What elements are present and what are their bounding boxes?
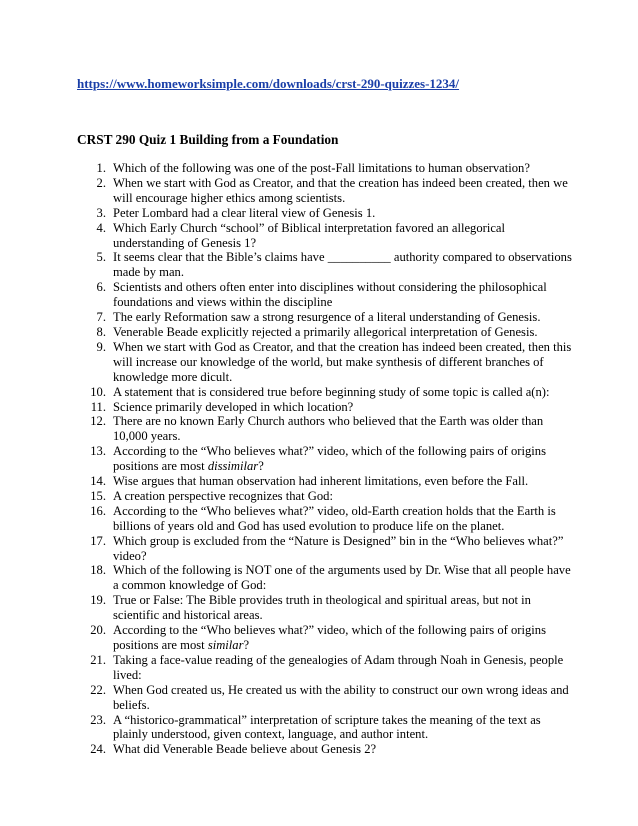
question-number: 19. [90, 593, 106, 608]
question-number: 8. [96, 324, 106, 339]
question-text [113, 280, 574, 310]
text-segment: Which of the following was one of the post-Fall limitations to human observation? [113, 161, 530, 175]
question-item [84, 653, 574, 683]
question-text [113, 400, 574, 415]
question-text [113, 504, 574, 534]
question-item [84, 250, 574, 280]
question-text [113, 161, 574, 176]
question-item [84, 563, 574, 593]
question-number: 13. [90, 444, 106, 459]
question-text [113, 623, 574, 653]
question-item [84, 534, 574, 564]
question-item [84, 280, 574, 310]
question-number: 3. [96, 205, 106, 220]
question-text [113, 489, 574, 504]
question-text [113, 250, 574, 280]
question-number: 23. [90, 712, 106, 727]
question-number: 11. [90, 399, 106, 414]
question-item [84, 385, 574, 400]
question-item [84, 593, 574, 623]
question-number: 20. [90, 623, 106, 638]
emphasis-text: similar [207, 638, 244, 652]
question-text [113, 414, 574, 444]
question-text [113, 563, 574, 593]
text-segment: According to the “Who believes what?” video, old-Earth creation holds that the Earth is billions of years old and God has used evolution to produce life on the planet. [113, 503, 556, 533]
text-segment: According to the “Who believes what?” video, which of the following pairs of origins positions are most [113, 444, 546, 474]
question-item [84, 444, 574, 474]
question-item [84, 489, 574, 504]
text-segment: ? [258, 459, 264, 474]
text-segment: True or False: The Bible provides truth in theological and spiritual areas, but not in scientific and historical areas. [113, 593, 531, 623]
text-segment: Which of the following is NOT one of the arguments used by Dr. Wise that all people have a common knowledge of God: [113, 563, 571, 593]
question-number: 1. [96, 161, 106, 175]
question-item [84, 161, 574, 176]
question-item [84, 414, 574, 444]
question-item [84, 742, 574, 757]
question-item [84, 310, 574, 325]
question-list [84, 161, 574, 757]
text-segment: A creation perspective recognizes that God: [113, 488, 333, 503]
question-number: 5. [96, 250, 106, 265]
question-number: 12. [90, 414, 106, 429]
question-number: 17. [90, 533, 106, 548]
text-segment: Taking a face-value reading of the genealogies of Adam through Noah in Genesis, people lived: [113, 652, 564, 682]
question-number: 7. [96, 310, 106, 325]
fill-in-blank: __________ [327, 250, 391, 265]
text-segment: According to the “Who believes what?” video, which of the following pairs of origins positions are most [113, 623, 546, 652]
question-number: 21. [90, 652, 106, 667]
question-item [84, 206, 574, 221]
text-segment: What did Venerable Beade believe about Genesis 2? [113, 742, 377, 757]
question-number: 18. [90, 563, 106, 578]
question-item [84, 325, 574, 340]
question-item [84, 176, 574, 206]
question-text [113, 474, 574, 489]
text-segment: Scientists and others often enter into disciplines without considering the philosophical foundations and views within the discipline [113, 280, 547, 310]
question-number: 16. [90, 503, 106, 518]
question-text [113, 683, 574, 713]
question-text [113, 653, 574, 683]
text-segment: When God created us, He created us with the ability to construct our own wrong ideas and beliefs. [113, 682, 569, 712]
question-text [113, 385, 574, 400]
download-link[interactable]: https://www.homeworksimple.com/downloads/crst-290-quizzes-1234/ [77, 76, 460, 91]
question-text [113, 340, 574, 385]
question-number: 9. [96, 339, 106, 354]
text-segment: When we start with God as Creator, and that the creation has indeed been created, then this will increase our knowledge of the world, but make synthesis of different branches of knowledge more dicult. [113, 339, 572, 384]
text-segment: Peter Lombard had a clear literal view of Genesis 1. [113, 205, 376, 220]
question-number: 10. [90, 384, 106, 399]
text-segment: Wise argues that human observation had inherent limitations, even before the Fall. [113, 474, 529, 489]
text-segment: authority compared to observations made by man. [113, 250, 572, 280]
question-item [84, 683, 574, 713]
question-number: 22. [90, 682, 106, 697]
text-segment: Science primarily developed in which location? [113, 399, 354, 414]
question-number: 2. [96, 175, 106, 190]
text-segment: ? [243, 638, 250, 652]
question-text [113, 206, 574, 221]
text-segment: It seems clear that the Bible’s claims have [113, 250, 328, 265]
question-item [84, 504, 574, 534]
question-item [84, 474, 574, 489]
question-number: 6. [96, 280, 106, 295]
question-item [84, 400, 574, 415]
question-item [84, 221, 574, 251]
text-segment: A statement that is considered true before beginning study of some topic is called a(n): [113, 384, 550, 399]
text-segment: Venerable Beade explicitly rejected a primarily allegorical interpretation of Genesis. [113, 324, 538, 339]
text-segment: A “historico-grammatical” interpretation of scripture takes the meaning of the text as plainly understood, given context, language, and author intent. [113, 712, 541, 742]
question-number: 4. [96, 220, 106, 235]
text-segment: There are no known Early Church authors who believed that the Earth was older than 10,000 years. [113, 414, 544, 444]
question-number: 14. [90, 474, 106, 489]
question-text [113, 713, 574, 743]
emphasis-text: dissimilar [207, 459, 259, 474]
question-text [113, 593, 574, 623]
text-segment: Which Early Church “school” of Biblical interpretation favored an allegorical understanding of Genesis 1? [113, 220, 505, 250]
text-segment: When we start with God as Creator, and that the creation has indeed been created, then we will encourage higher ethics among scientists. [113, 175, 568, 205]
question-text [113, 310, 574, 325]
question-text [113, 742, 574, 757]
question-text [113, 221, 574, 251]
question-text [113, 325, 574, 340]
text-segment: Which group is excluded from the “Nature is Designed” bin in the “Who believes what?” video? [113, 533, 564, 563]
question-item [84, 623, 574, 653]
question-number: 24. [90, 742, 106, 757]
question-number: 15. [90, 488, 106, 503]
question-text [113, 176, 574, 206]
question-text [113, 534, 574, 564]
question-item [84, 340, 574, 385]
question-text [113, 444, 574, 474]
quiz-title: CRST 290 Quiz 1 Building from a Foundation [77, 132, 339, 147]
text-segment: The early Reformation saw a strong resurgence of a literal understanding of Genesis. [113, 310, 541, 325]
question-item [84, 713, 574, 743]
